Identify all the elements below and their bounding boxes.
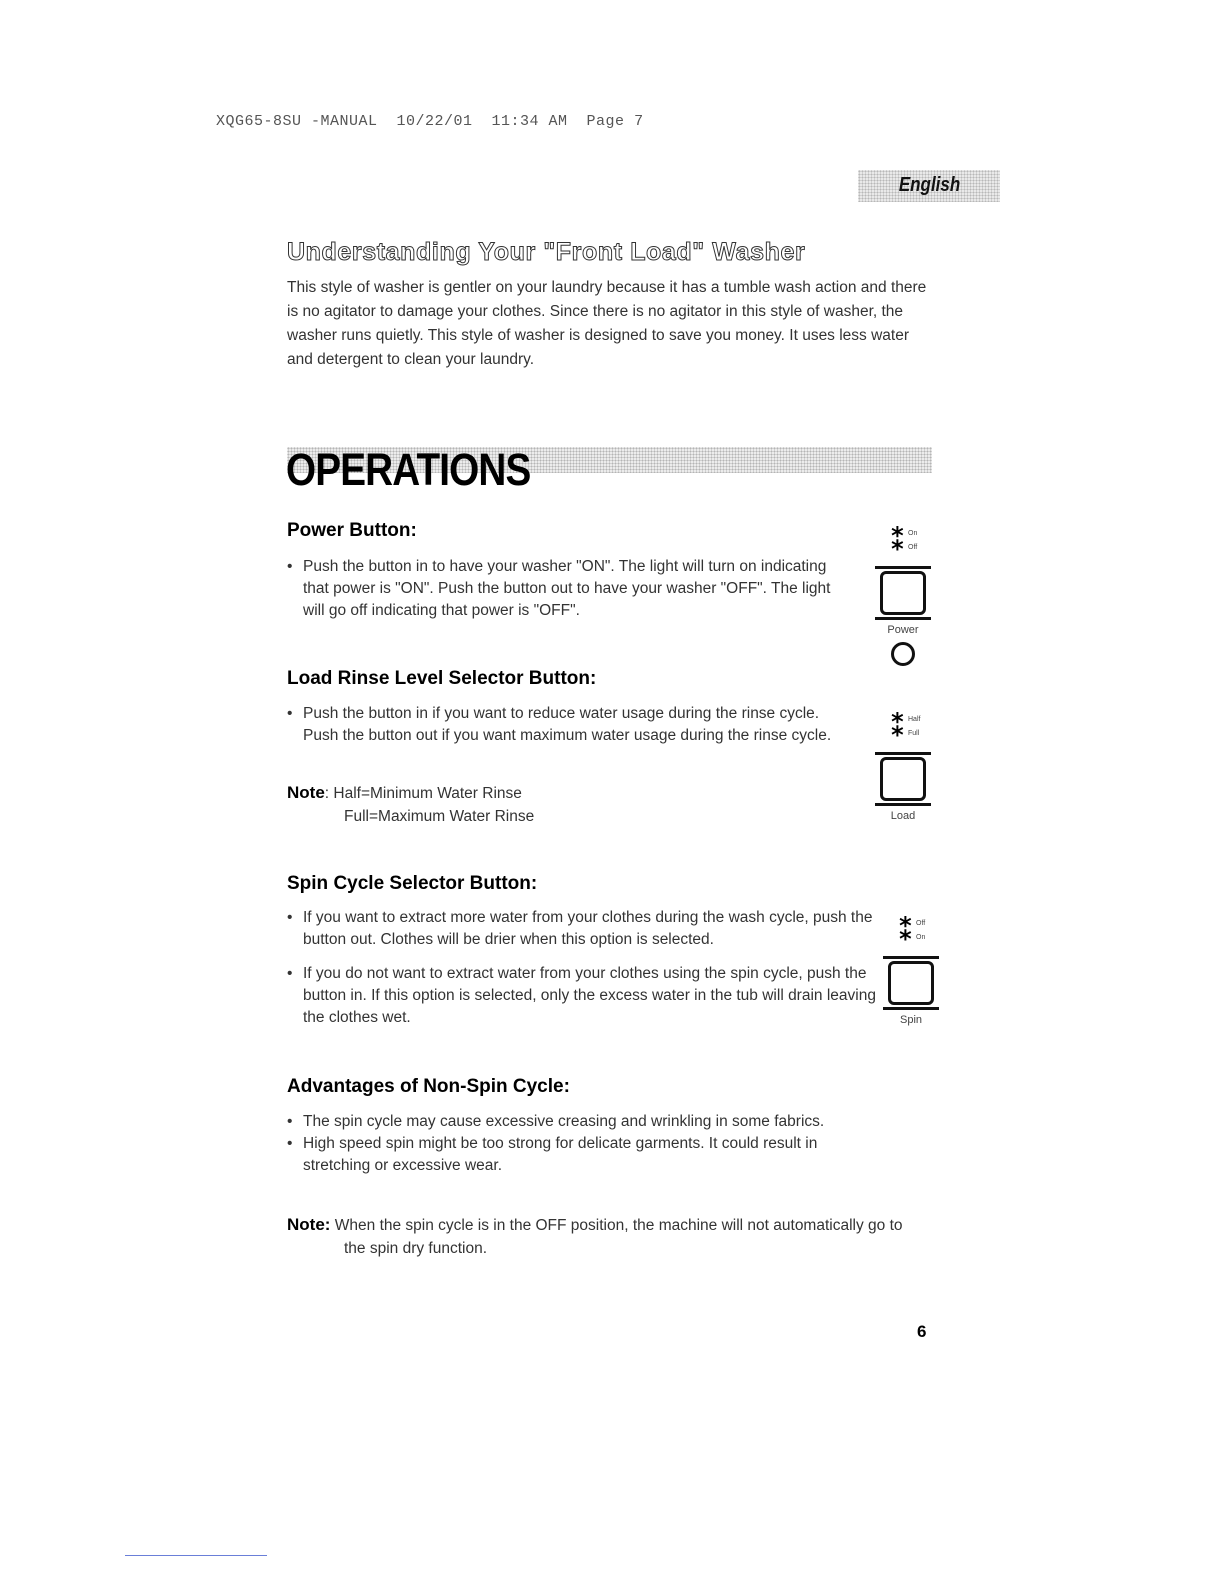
toggle-symbol-icon: ⁑ (890, 523, 906, 558)
load-rinse-note (287, 781, 534, 828)
note-line-1: Half=Minimum Water Rinse (333, 785, 522, 802)
toggle-bottom-label: Off (908, 544, 918, 551)
language-tab-label: English (898, 174, 960, 196)
note-line-2: Full=Maximum Water Rinse (344, 808, 535, 825)
power-button-icon (880, 571, 926, 615)
page-number: 6 (917, 1322, 927, 1341)
advantages-note (287, 1213, 904, 1260)
toggle-symbol-icon: ⁑ (898, 913, 914, 948)
divider (875, 752, 931, 755)
toggle-top-label: Off (916, 920, 926, 927)
print-header-line: XQG65-8SU -MANUAL 10/22/01 11:34 AM Page 7 (216, 113, 644, 130)
intro-title: Understanding Your "Front Load" Washer (287, 238, 806, 266)
list-item: • If you want to extract more water from your clothes during the wash cycle, push the button out. Clothes will be drier when this option is selected. (287, 907, 877, 951)
note-colon: : (324, 785, 334, 802)
toggle-top-label: Half (908, 716, 921, 723)
load-rinse-heading: Load Rinse Level Selector Button: (287, 668, 597, 689)
power-button-figure (868, 524, 938, 666)
divider (883, 1007, 939, 1010)
power-button-heading: Power Button: (287, 520, 417, 541)
list-item: • High speed spin might be too strong for delicate garments. It could result in stretching or excessive wear. (287, 1133, 887, 1177)
divider (883, 956, 939, 959)
divider (875, 803, 931, 806)
spin-cycle-heading: Spin Cycle Selector Button: (287, 873, 538, 894)
spin-button-icon (888, 961, 934, 1005)
operations-title: OPERATIONS (286, 444, 531, 495)
power-toggle-icon (868, 524, 938, 566)
power-button-list (287, 556, 837, 634)
list-item: • Push the button in if you want to reduce water usage during the rinse cycle. Push the button out if you want maximum water usage during the rinse cycle. (287, 703, 847, 747)
toggle-symbol-icon: ⁑ (890, 709, 906, 744)
language-tab (858, 170, 1000, 202)
toggle-top-label: On (908, 530, 918, 537)
note-text: When the spin cycle is in the OFF position, the machine will not automatically go to the spin dry function. (334, 1217, 903, 1257)
note-label: Note: (287, 1215, 331, 1234)
footer-rule (125, 1555, 267, 1556)
load-button-label: Load (890, 810, 916, 822)
load-button-icon (880, 757, 926, 801)
spin-button-figure (876, 914, 946, 1026)
divider (875, 617, 931, 620)
intro-paragraph: This style of washer is gentler on your laundry because it has a tumble wash action and there is no agitator to damage your clothes. Since there is no agitator in this style of washer, the washer runs quietly. This style of washer is designed to save you money. It uses less water and detergent to clean your laundry. (287, 279, 927, 368)
load-rinse-list (287, 703, 847, 759)
toggle-bottom-label: Full (908, 730, 920, 737)
spin-toggle-icon (876, 914, 946, 956)
toggle-bottom-label: On (916, 934, 926, 941)
load-button-figure (868, 710, 938, 822)
divider (875, 566, 931, 569)
spin-cycle-list (287, 907, 877, 1041)
advantages-list (287, 1111, 887, 1189)
list-item: • If you do not want to extract water from your clothes using the spin cycle, push the button in. If this option is selected, only the excess water in the tub will drain leaving the clothes wet. (287, 963, 877, 1029)
list-item: • The spin cycle may cause excessive creasing and wrinkling in some fabrics. (287, 1111, 887, 1133)
note-label: Note (287, 783, 325, 802)
power-button-label: Power (887, 624, 919, 636)
list-item: • Push the button in to have your washer "ON". The light will turn on indicating that power is "ON". Push the button out to have your washer "OFF". The light will go off indicating that power is "OFF". (287, 556, 837, 622)
spin-button-label: Spin (899, 1014, 923, 1026)
power-light-icon (891, 642, 915, 666)
load-toggle-icon (868, 710, 938, 752)
advantages-heading: Advantages of Non-Spin Cycle: (287, 1076, 570, 1097)
